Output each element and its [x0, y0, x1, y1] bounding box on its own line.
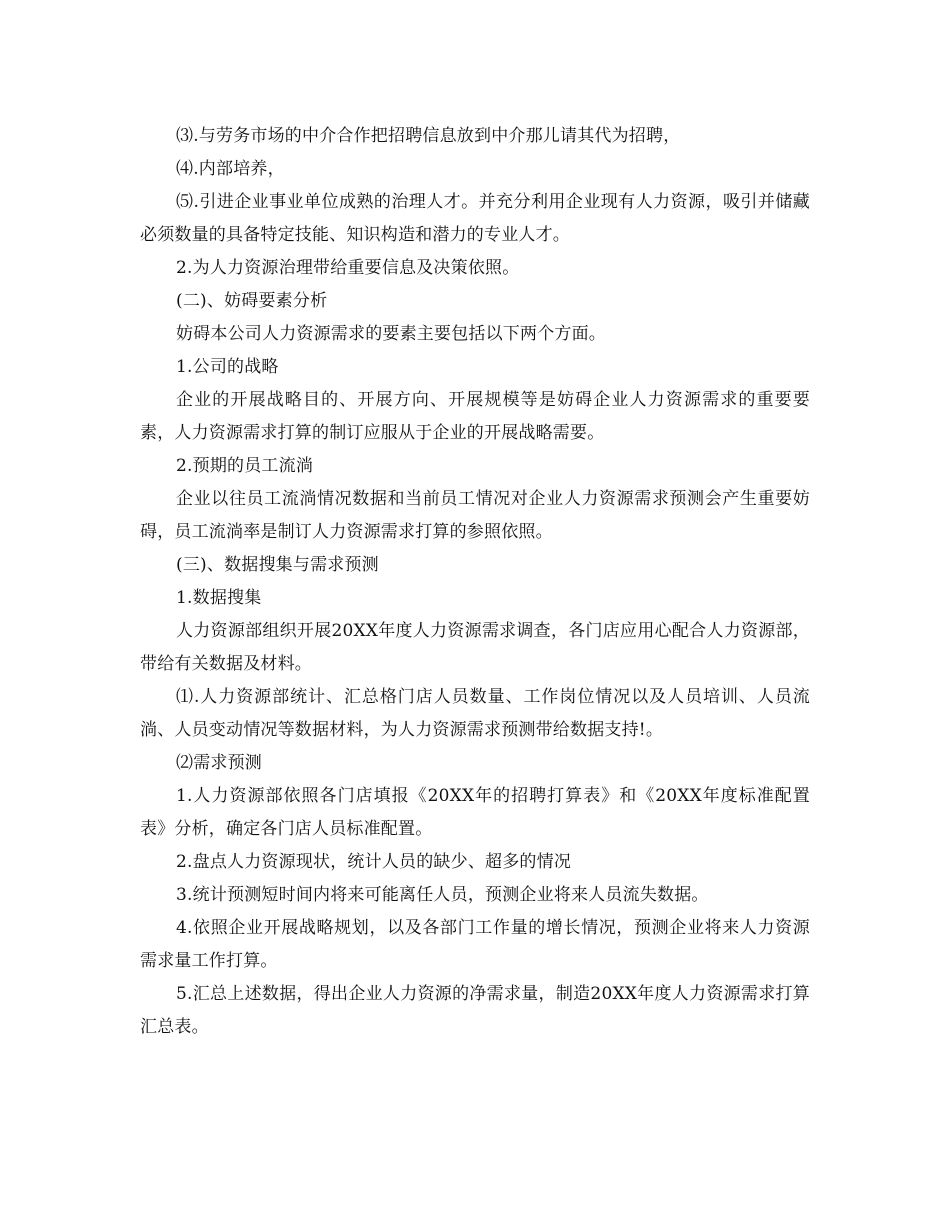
subheading-data-collection: 1.数据搜集: [176, 588, 262, 608]
paragraph-16: 1.人力资源部依照各门店填报《20XX年的招聘打算表》和《20XX年度标准配置表》分析，确定各门店人员标准配置。: [140, 786, 810, 839]
paragraph-6: 妨碍本公司人力资源需求的要素主要包括以下两个方面。: [176, 324, 606, 344]
paragraph-8: 企业的开展战略目的、开展方向、开展规模等是妨碍企业人力资源需求的重要要素，人力资源需求打算的制订应服从于企业的开展战略需要。: [140, 390, 810, 443]
paragraph-1: ⑶.与劳务市场的中介合作把招聘信息放到中介那儿请其代为招聘，: [176, 126, 681, 146]
section-heading-2: (二)、妨碍要素分析: [176, 291, 328, 311]
subheading-turnover: 2.预期的员工流淌: [176, 456, 314, 476]
paragraph-19: 4.依照企业开展战略规划，以及各部门工作量的增长情况，预测企业将来人力资源需求量工作打算。: [140, 918, 810, 971]
paragraph-20: 5.汇总上述数据，得出企业人力资源的净需求量，制造20XX年度人力资源需求打算汇总表。: [140, 984, 810, 1037]
paragraph-3: ⑸.引进企业事业单位成熟的治理人才。并充分利用企业现有人力资源，吸引并储藏必须数量的具备特定技能、知识构造和潜力的专业人才。: [140, 192, 810, 245]
paragraph-18: 3.统计预测短时间内将来可能离任人员，预测企业将来人员流失数据。: [176, 885, 709, 905]
paragraph-17: 2.盘点人力资源现状，统计人员的缺少、超多的情况: [176, 852, 572, 872]
section-heading-3: (三)、数据搜集与需求预测: [176, 555, 379, 575]
subheading-strategy: 1.公司的战略: [176, 357, 279, 377]
paragraph-10: 企业以往员工流淌情况数据和当前员工情况对企业人力资源需求预测会产生重要妨碍，员工流淌率是制订人力资源需求打算的参照依照。: [140, 489, 810, 542]
document-body: [140, 120, 810, 1044]
paragraph-4: 2.为人力资源治理带给重要信息及决策依照。: [176, 258, 520, 278]
subheading-forecast: ⑵需求预测: [176, 753, 262, 773]
paragraph-14: ⑴.人力资源部统计、汇总格门店人员数量、工作岗位情况以及人员培训、人员流淌、人员变动情况等数据材料，为人力资源需求预测带给数据支持!。: [140, 687, 810, 740]
paragraph-13: 人力资源部组织开展20XX年度人力资源需求调查，各门店应用心配合人力资源部，带给有关数据及材料。: [140, 621, 810, 674]
paragraph-2: ⑷.内部培养，: [176, 159, 285, 179]
